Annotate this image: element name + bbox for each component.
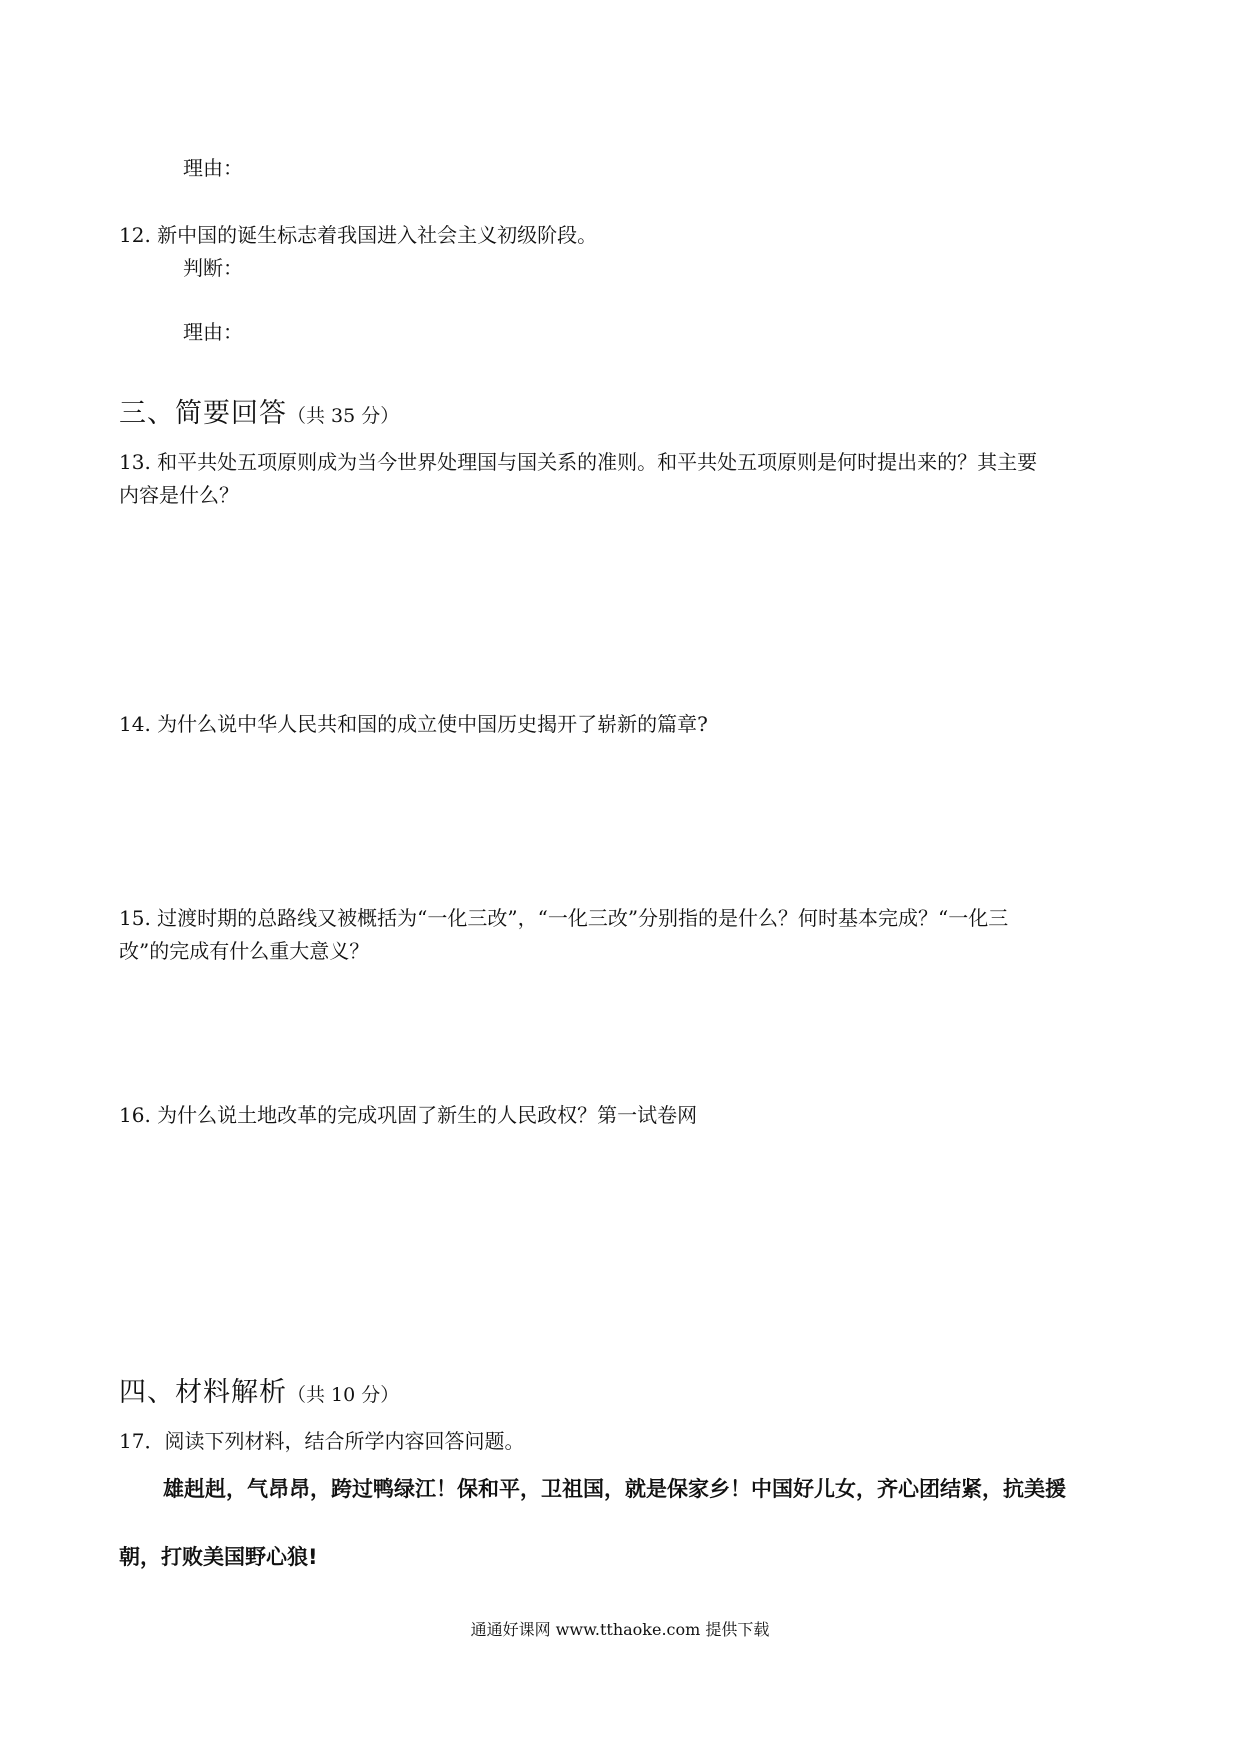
section-3-points: （共 35 分）	[287, 405, 400, 427]
reason-label-q11: 理由：	[183, 156, 243, 180]
question-15-line-1: 15. 过渡时期的总路线又被概括为“一化三改”，“一化三改”分别指的是什么？何时基本完成？“一化三	[119, 906, 1009, 930]
section-3-heading	[119, 396, 399, 434]
question-13-line-1: 13. 和平共处五项原则成为当今世界处理国与国关系的准则。和平共处五项原则是何时提出来的？其主要	[119, 450, 1038, 474]
question-13-line-2: 内容是什么？	[119, 483, 239, 507]
question-12: 12. 新中国的诞生标志着我国进入社会主义初级阶段。	[119, 223, 598, 247]
judge-label-q12: 判断：	[183, 256, 243, 280]
question-15-line-2: 改”的完成有什么重大意义？	[119, 939, 370, 963]
material-line-2: 朝，打败美国野心狼!	[119, 1545, 318, 1569]
section-3-title: 三、简要回答	[119, 398, 287, 429]
material-line-1: 雄赳赳，气昂昂，跨过鸭绿江！保和平，卫祖国，就是保家乡！中国好儿女，齐心团结紧，抗美援	[163, 1477, 1066, 1501]
section-4-title: 四、材料解析	[119, 1377, 287, 1408]
reason-label-q12: 理由：	[183, 320, 243, 344]
page-footer: 通通好课网 www.tthaoke.com 提供下载	[470, 1620, 770, 1639]
section-4-points: （共 10 分）	[287, 1384, 400, 1406]
question-14: 14. 为什么说中华人民共和国的成立使中国历史揭开了崭新的篇章?	[119, 712, 708, 736]
section-4-heading	[119, 1375, 399, 1413]
question-16: 16. 为什么说土地改革的完成巩固了新生的人民政权？第一试卷网	[119, 1103, 698, 1127]
question-17: 17．阅读下列材料，结合所学内容回答问题。	[119, 1429, 525, 1453]
